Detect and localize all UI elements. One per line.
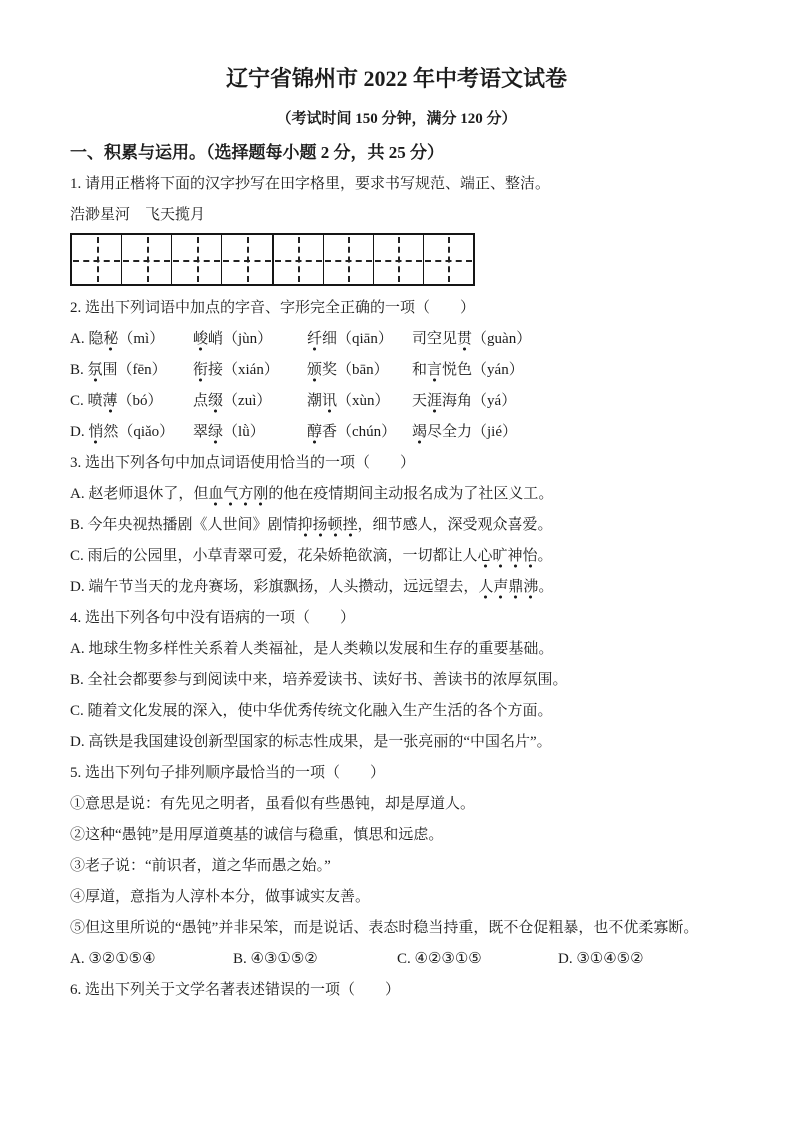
- emphasis-dotted-text: 贯: [457, 331, 472, 351]
- q3-option-d: D. 端午节当天的龙舟赛场，彩旗飘扬，人头攒动，远远望去，人声鼎沸。: [70, 578, 755, 597]
- question-1-prompt: 1. 请用正楷将下面的汉字抄写在田字格里，要求书写规范、端正、整洁。: [70, 176, 551, 192]
- q2-option-item: D. 悄然（qiǎo）: [70, 423, 193, 442]
- emphasis-dotted-text: 醇: [307, 424, 322, 444]
- tianzige-cell: [274, 235, 324, 284]
- emphasis-dotted-text: 血气方刚: [208, 486, 268, 506]
- emphasis-dotted-text: 氛: [88, 362, 103, 382]
- q5-sentence-1: ①意思是说：有先见之明者，虽看似有些愚钝，却是厚道人。: [70, 796, 476, 812]
- emphasis-dotted-text: 悄: [88, 424, 103, 444]
- emphasis-dotted-text: 抑扬顿挫: [298, 517, 358, 537]
- q2-option-item: 和言悦色（yán）: [412, 361, 755, 380]
- tianzige-cell: [324, 235, 374, 284]
- tianzige-cell: [122, 235, 172, 284]
- q2-option-item: 醇香（chún）: [307, 423, 412, 442]
- question-1-characters: 浩渺星河 飞天揽月: [70, 207, 206, 223]
- exam-title: 辽宁省锦州市 2022 年中考语文试卷: [225, 66, 567, 91]
- q3-option-c: C. 雨后的公园里，小草青翠可爱，花朵娇艳欲滴，一切都让人心旷神怡。: [70, 547, 755, 566]
- question-2-prompt: 2. 选出下列词语中加点的字音、字形完全正确的一项（ ）: [70, 300, 476, 316]
- q5-sentence-3: ③老子说：“前识者，道之华而愚之始。”: [70, 858, 331, 874]
- emphasis-dotted-text: 人声鼎沸: [478, 579, 538, 599]
- tianzige-cell: [374, 235, 424, 284]
- emphasis-dotted-text: 衔: [193, 362, 208, 382]
- emphasis-dotted-text: 绿: [208, 424, 223, 444]
- q2-option-item: A. 隐秘（mì）: [70, 330, 193, 349]
- q5-choice-d: D. ③①④⑤②: [558, 951, 644, 967]
- q2-option-item: B. 氛围（fēn）: [70, 361, 193, 380]
- q4-option-b: B. 全社会都要参与到阅读中来，培养爱读书、读好书、善读书的浓厚氛围。: [70, 672, 568, 688]
- q5-choice-a: A. ③②①⑤④: [70, 951, 156, 967]
- emphasis-dotted-text: 竭: [412, 424, 427, 444]
- emphasis-dotted-text: 纤: [307, 331, 322, 351]
- question-6-prompt: 6. 选出下列关于文学名著表述错误的一项（ ）: [70, 982, 401, 998]
- question-5-prompt: 5. 选出下列句子排列顺序最恰当的一项（ ）: [70, 765, 386, 781]
- emphasis-dotted-text: 心旷神怡: [478, 548, 538, 568]
- q2-option-item: 峻峭（jùn）: [193, 330, 307, 349]
- section-1-heading: 一、积累与运用。（选择题每小题 2 分，共 25 分）: [70, 143, 444, 162]
- tianzige-cell: [222, 235, 273, 284]
- emphasis-dotted-text: 秘: [103, 331, 118, 351]
- q2-option-item: 翠绿（lǜ）: [193, 423, 307, 442]
- q3-option-a: A. 赵老师退休了，但血气方刚的他在疫情期间主动报名成为了社区义工。: [70, 485, 755, 504]
- q5-sentence-2: ②这种“愚钝”是用厚道奠基的诚信与稳重，慎思和远虑。: [70, 827, 444, 843]
- exam-subtitle: （考试时间 150 分钟，满分 120 分）: [276, 111, 517, 127]
- emphasis-dotted-text: 峻: [193, 331, 208, 351]
- q2-option-row-c: [70, 392, 755, 411]
- tianzige-cell: [424, 235, 473, 284]
- q4-option-d: D. 高铁是我国建设创新型国家的标志性成果，是一张亮丽的“中国名片”。: [70, 734, 552, 750]
- q2-option-item: 点缀（zuì）: [193, 392, 307, 411]
- q5-choice-c: C. ④②③①⑤: [397, 951, 482, 967]
- q4-option-a: A. 地球生物多样性关系着人类福祉，是人类赖以发展和生存的重要基础。: [70, 641, 554, 657]
- tianzige-cell: [72, 235, 122, 284]
- emphasis-dotted-text: 缀: [208, 393, 223, 413]
- emphasis-dotted-text: 言: [427, 362, 442, 382]
- question-4-prompt: 4. 选出下列各句中没有语病的一项（ ）: [70, 610, 356, 626]
- q2-option-item: 颁奖（bān）: [307, 361, 412, 380]
- q2-option-item: 纤细（qiān）: [307, 330, 412, 349]
- emphasis-dotted-text: 讯: [322, 393, 337, 413]
- q4-option-c: C. 随着文化发展的深入，使中华优秀传统文化融入生产生活的各个方面。: [70, 703, 553, 719]
- q2-option-item: 司空见贯（guàn）: [412, 330, 755, 349]
- q5-choices-row: [70, 950, 755, 969]
- q2-option-row-a: [70, 330, 755, 349]
- q2-option-row-b: [70, 361, 755, 380]
- q5-sentence-4: ④厚道，意指为人淳朴本分，做事诚实友善。: [70, 889, 371, 905]
- q2-option-item: 衔接（xián）: [193, 361, 307, 380]
- q5-sentence-5: ⑤但这里所说的“愚钝”并非呆笨，而是说话、表态时稳当持重，既不仓促粗暴，也不优柔寡断。: [70, 920, 699, 936]
- q2-option-item: C. 喷薄（bó）: [70, 392, 193, 411]
- question-3-prompt: 3. 选出下列各句中加点词语使用恰当的一项（ ）: [70, 455, 416, 471]
- emphasis-dotted-text: 颁: [307, 362, 322, 382]
- q2-option-item: 潮讯（xùn）: [307, 392, 412, 411]
- tianzige-cell: [172, 235, 222, 284]
- q2-option-row-d: [70, 423, 755, 442]
- tianzige-grid: [70, 233, 475, 286]
- q5-choice-b: B. ④③①⑤②: [233, 951, 318, 967]
- q2-option-item: 天涯海角（yá）: [412, 392, 755, 411]
- emphasis-dotted-text: 薄: [103, 393, 118, 413]
- q2-option-item: 竭尽全力（jié）: [412, 423, 755, 442]
- q3-option-b: B. 今年央视热播剧《人世间》剧情抑扬顿挫，细节感人，深受观众喜爱。: [70, 516, 755, 535]
- emphasis-dotted-text: 涯: [427, 393, 442, 413]
